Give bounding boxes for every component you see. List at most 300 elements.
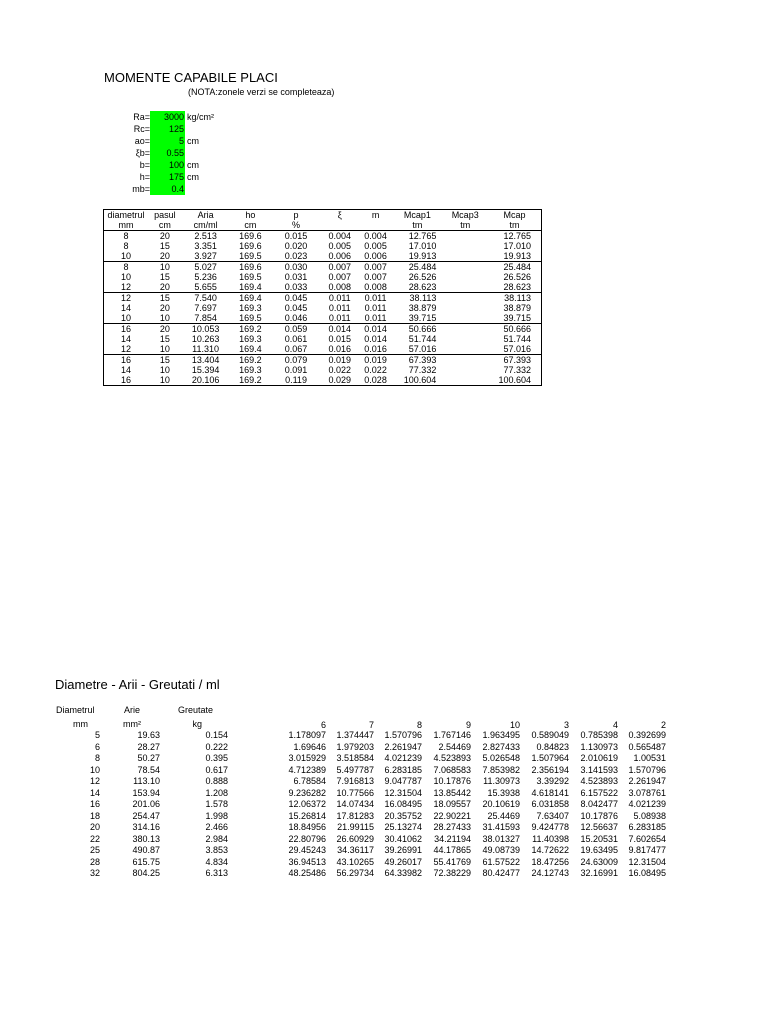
table-cell: 20.106: [191, 375, 220, 385]
table-header-row: [104, 210, 542, 221]
param-row: [100, 111, 214, 123]
table-cell: 0.565487: [628, 741, 666, 752]
column-header: Greutate: [178, 705, 214, 715]
table-cell: 18: [89, 810, 100, 821]
table-cell: 0.020: [284, 241, 308, 251]
table-cell: 2.54469: [438, 741, 471, 752]
table-cell: 10: [159, 313, 170, 323]
table-cell: 0.014: [321, 324, 359, 335]
column-header: 3: [563, 720, 569, 730]
param-value: 125: [150, 123, 185, 135]
table-cell: 34.21194: [434, 833, 471, 844]
table-cell: 1.578: [205, 799, 228, 809]
column-header: 10: [509, 720, 520, 730]
table-cell: 10: [159, 344, 170, 354]
param-value: 0.4: [150, 183, 185, 195]
table-cell: 7.602654: [628, 833, 666, 844]
table-cell: 0.014: [364, 334, 387, 344]
table-cell: 14: [120, 303, 131, 313]
table-cell: 26.526: [408, 272, 437, 282]
table-cell: 25.4469: [487, 810, 520, 821]
table-cell: 2.827433: [482, 741, 520, 752]
table-cell: 0.011: [328, 313, 351, 323]
table-cell: 0.028: [364, 375, 387, 385]
table-cell: 201.06: [132, 799, 160, 809]
table-cell: 22: [89, 833, 100, 844]
table-cell: 0.029: [328, 375, 351, 385]
table-cell: 0.007: [364, 272, 387, 282]
table-cell: 1.998: [205, 810, 228, 821]
table-cell: 12.56637: [580, 822, 618, 832]
table-cell: 0.045: [271, 293, 321, 304]
table-cell: 11.30973: [483, 776, 520, 786]
table-cell: 5.026548: [482, 753, 520, 763]
table-cell: 15: [148, 293, 182, 304]
table-cell: 10.17876: [433, 776, 471, 786]
table-cell: 20: [159, 231, 170, 241]
table-row: [104, 344, 542, 355]
table-cell: 100.604: [498, 375, 531, 385]
param-row: [100, 123, 214, 135]
table-cell: 169.2: [239, 375, 262, 385]
table-cell: 169.3: [239, 303, 262, 313]
table-cell: 15.26814: [288, 810, 326, 821]
table-cell: 19.63495: [580, 845, 618, 855]
table-cell: 6.283185: [384, 764, 422, 775]
param-row: [100, 135, 214, 147]
table-cell: 32: [89, 868, 100, 878]
table-cell: 4.834: [205, 856, 228, 867]
table-cell: 48.25486: [288, 868, 326, 878]
table-row: [104, 324, 542, 335]
table-cell: 0.045: [284, 303, 308, 313]
table-cell: 1.208: [205, 787, 228, 798]
table-cell: 8: [123, 241, 129, 251]
table-cell: 1.979203: [336, 741, 374, 752]
table-row: [104, 303, 542, 313]
table-cell: 0.007: [321, 262, 359, 273]
table-cell: 28.623: [408, 282, 437, 292]
table-cell: 32.16991: [580, 868, 618, 878]
table-cell: 20: [89, 822, 100, 832]
table-cell: 16.08495: [628, 868, 666, 878]
table-cell: [442, 375, 488, 386]
column-header: 6: [320, 720, 326, 730]
table-cell: 314.16: [132, 822, 160, 832]
table-cell: 0.008: [364, 282, 387, 292]
table-cell: 6.031858: [531, 799, 569, 809]
param-label: b=: [139, 160, 150, 170]
table-cell: 169.4: [229, 293, 271, 304]
table-cell: 24.12743: [531, 868, 569, 878]
table-cell: 3.078761: [628, 787, 666, 798]
table-row: [104, 313, 542, 324]
parameters-block: [100, 111, 214, 195]
table-cell: 0.030: [271, 262, 321, 273]
param-unit: kg/cm²: [187, 112, 214, 122]
table-cell: 25.13274: [384, 822, 422, 832]
column-unit: mm: [104, 220, 148, 231]
table-row: [104, 355, 542, 366]
table-cell: 0.059: [271, 324, 321, 335]
table-cell: 0.011: [328, 303, 351, 313]
table-cell: [442, 272, 488, 282]
param-row: [100, 159, 214, 171]
column-header: pasul: [154, 210, 176, 220]
table-cell: 2.513: [194, 231, 217, 241]
table-cell: 77.332: [408, 365, 437, 375]
param-unit: cm: [187, 172, 199, 182]
table-cell: 38.113: [392, 293, 442, 304]
table-cell: 0.022: [328, 365, 351, 375]
table-cell: 113.10: [133, 776, 160, 786]
table-cell: 4.618141: [531, 787, 569, 798]
table-cell: [442, 262, 488, 273]
table-cell: 10.77566: [336, 787, 374, 798]
column-unit: tm: [488, 220, 541, 231]
table-cell: 0.011: [364, 303, 387, 313]
table-cell: 4.712389: [288, 764, 326, 775]
table-cell: 14.72622: [531, 845, 569, 855]
table-cell: 7.63407: [536, 810, 569, 821]
table-cell: 19.913: [503, 251, 531, 261]
table-cell: 3.853: [205, 845, 228, 855]
column-unit: cm: [229, 220, 271, 231]
table-cell: 67.393: [488, 355, 541, 366]
table-cell: 169.3: [239, 334, 262, 344]
table-cell: 78.54: [137, 764, 160, 775]
table-cell: 0.031: [284, 272, 308, 282]
table-cell: 0.016: [364, 344, 387, 354]
table-cell: 10.263: [191, 334, 220, 344]
table-cell: 20: [159, 282, 170, 292]
table-cell: 5: [94, 730, 100, 740]
table-cell: [442, 231, 488, 242]
table-cell: 43.10265: [336, 856, 374, 867]
table-cell: 1.507964: [531, 753, 569, 763]
table-cell: 14.07434: [336, 799, 374, 809]
table-cell: 12: [104, 293, 148, 304]
table-row: [104, 375, 542, 386]
column-unit: %: [271, 220, 321, 231]
table-cell: 64.33982: [384, 868, 422, 878]
table-cell: 0.589049: [531, 730, 569, 740]
table-cell: 7.540: [182, 293, 230, 304]
table-cell: 5.027: [182, 262, 230, 273]
param-label: h=: [139, 172, 150, 182]
table-cell: 6.283185: [628, 822, 666, 832]
column-header: ξ: [337, 210, 342, 220]
table-cell: 19.63: [137, 730, 160, 740]
table-cell: 16: [89, 799, 100, 809]
table-cell: 1.767146: [433, 730, 471, 740]
table-cell: 50.666: [392, 324, 442, 335]
table-cell: 18.84956: [288, 822, 326, 832]
table-row: [104, 334, 542, 344]
table-cell: 0.016: [328, 344, 351, 354]
table-cell: 67.393: [392, 355, 442, 366]
column-header: diametrul: [107, 210, 145, 220]
table-cell: 10: [148, 262, 182, 273]
table-cell: 10: [159, 365, 170, 375]
table-cell: 0.011: [359, 293, 393, 304]
note-text: (NOTA:zonele verzi se completeaza): [188, 87, 335, 97]
column-unit: [359, 220, 393, 231]
table-cell: 380.13: [132, 833, 160, 844]
table-row: [104, 282, 542, 293]
table-cell: 490.87: [132, 845, 160, 855]
table-cell: 9.424778: [531, 822, 569, 832]
table-cell: 72.38229: [433, 868, 471, 878]
table-cell: 44.17865: [433, 845, 471, 855]
table-cell: [442, 313, 488, 324]
table-cell: 15.3938: [487, 787, 520, 798]
table-cell: [442, 251, 488, 262]
column-unit: cm: [148, 220, 182, 231]
column-header: Aria: [197, 210, 214, 220]
table-cell: 20: [159, 251, 170, 261]
table-cell: 20.10619: [482, 799, 520, 809]
table-cell: 31.41593: [482, 822, 520, 832]
table-cell: 254.47: [132, 810, 160, 821]
table-cell: 169.6: [239, 231, 262, 241]
table-cell: 169.5: [239, 313, 262, 323]
table-cell: 0.011: [321, 293, 359, 304]
table-cell: 12: [120, 282, 131, 292]
table-cell: 38.879: [503, 303, 531, 313]
table-cell: 0.014: [359, 324, 393, 335]
table-cell: 25.484: [392, 262, 442, 273]
table-cell: 7.916813: [336, 776, 374, 786]
table-cell: 1.570796: [628, 764, 666, 775]
table-cell: 7.697: [194, 303, 217, 313]
column-header: 2: [660, 720, 666, 730]
table-cell: 15: [159, 241, 170, 251]
table-cell: 18.09557: [433, 799, 471, 809]
table-cell: 38.879: [408, 303, 437, 313]
table-cell: 10: [89, 764, 100, 775]
table-cell: 804.25: [132, 868, 160, 878]
param-label: ao=: [134, 136, 150, 146]
table-cell: 12: [120, 344, 131, 354]
param-label: Rc=: [133, 124, 150, 134]
param-row: [100, 183, 214, 195]
table-row: [104, 365, 542, 375]
table-cell: 15: [148, 355, 182, 366]
table-cell: 25.484: [488, 262, 541, 273]
table-cell: 2.261947: [384, 741, 422, 752]
table-cell: 61.57522: [482, 856, 520, 867]
table-row: [104, 272, 542, 282]
table-cell: 57.016: [408, 344, 437, 354]
table-cell: [442, 303, 488, 313]
param-value: 100: [150, 159, 185, 171]
table-cell: 18.47256: [531, 856, 569, 867]
table-cell: 16: [104, 324, 148, 335]
table-cell: 13.404: [182, 355, 230, 366]
table-cell: 0.006: [364, 251, 387, 261]
table-cell: 3.015929: [288, 753, 326, 763]
table-cell: 49.26017: [384, 856, 422, 867]
param-value: 175: [150, 171, 185, 183]
table-cell: 50.27: [137, 753, 160, 763]
param-label: ξb=: [135, 148, 150, 158]
table-cell: [442, 365, 488, 375]
table-cell: 12.765: [408, 231, 437, 241]
table-cell: 38.01327: [482, 833, 520, 844]
table-cell: 38.113: [488, 293, 541, 304]
param-value: 3000: [150, 111, 185, 123]
table-cell: 0.007: [328, 272, 351, 282]
table-cell: 77.332: [503, 365, 531, 375]
table-cell: 10.17876: [580, 810, 618, 821]
table-cell: 169.5: [239, 251, 262, 261]
table-cell: 15: [159, 272, 170, 282]
table-cell: 16: [104, 355, 148, 366]
table-cell: 26.526: [503, 272, 531, 282]
param-unit: cm: [187, 136, 199, 146]
table-row: [104, 241, 542, 251]
table-cell: 0.154: [205, 730, 228, 740]
column-header: mm²: [123, 719, 141, 729]
table-cell: 169.6: [239, 241, 262, 251]
table-cell: 0.061: [284, 334, 308, 344]
table-cell: 1.130973: [580, 741, 618, 752]
table-cell: [442, 282, 488, 293]
moments-table: [103, 209, 542, 386]
table-cell: 13.85442: [433, 787, 471, 798]
table-cell: 0.617: [205, 764, 228, 775]
table-cell: 2.466: [205, 822, 228, 832]
table-cell: 6.157522: [580, 787, 618, 798]
table-cell: 0.84823: [536, 741, 569, 752]
table-cell: 4.523893: [433, 753, 471, 763]
table-header-units-row: [104, 220, 542, 231]
table-cell: 14: [120, 365, 131, 375]
table-cell: 0.046: [284, 313, 308, 323]
table-cell: 30.41062: [384, 833, 422, 844]
table-cell: 0.006: [328, 251, 351, 261]
column-header: 7: [368, 720, 374, 730]
table-cell: [442, 293, 488, 304]
table-cell: 0.015: [328, 334, 351, 344]
param-label: Ra=: [133, 112, 150, 122]
table-cell: 1.570796: [384, 730, 422, 740]
table-cell: 57.016: [503, 344, 531, 354]
table-cell: 1.178097: [288, 730, 326, 740]
table-cell: 169.4: [239, 344, 262, 354]
table-cell: 3.141593: [580, 764, 618, 775]
table-cell: 0.004: [364, 231, 387, 241]
column-unit: [321, 220, 359, 231]
table-cell: [442, 241, 488, 251]
table-cell: 0.785398: [580, 730, 618, 740]
table-cell: 15: [159, 334, 170, 344]
table-cell: 5.08938: [633, 810, 666, 821]
column-unit: tm: [392, 220, 442, 231]
column-unit: tm: [442, 220, 488, 231]
table-cell: 6.313: [205, 868, 228, 878]
table-cell: 1.00531: [633, 753, 666, 763]
table-cell: 15.20531: [580, 833, 618, 844]
table-cell: 2.010619: [580, 753, 618, 763]
column-unit: cm/ml: [182, 220, 230, 231]
table-cell: 7.068583: [433, 764, 471, 775]
table-cell: 3.518584: [336, 753, 374, 763]
table-cell: 22.90221: [433, 810, 471, 821]
table-cell: 615.75: [132, 856, 160, 867]
table-cell: 15.394: [191, 365, 220, 375]
table-cell: 0.004: [328, 231, 351, 241]
table-cell: 12: [89, 776, 100, 786]
column-header: Arie: [124, 705, 141, 715]
page-title: MOMENTE CAPABILE PLACI: [104, 70, 278, 85]
table-cell: 12.31504: [628, 856, 666, 867]
table-cell: 0.079: [271, 355, 321, 366]
column-header: Mcap3: [451, 210, 479, 220]
column-header: 8: [416, 720, 422, 730]
table-cell: 17.81283: [336, 810, 374, 821]
table-cell: 0.888: [205, 776, 228, 786]
table-cell: 7.853982: [482, 764, 520, 775]
table-cell: 0.222: [205, 741, 228, 752]
table-cell: 7.854: [194, 313, 217, 323]
table-cell: 6: [94, 741, 100, 752]
table-cell: 169.2: [229, 355, 271, 366]
table-cell: 4.523893: [580, 776, 618, 786]
table-cell: 14: [120, 334, 131, 344]
table-cell: 11.40398: [532, 833, 569, 844]
table-cell: [442, 324, 488, 335]
table-cell: 0.007: [359, 262, 393, 273]
table-cell: 5.497787: [336, 764, 374, 775]
table-cell: 16.08495: [384, 799, 422, 809]
column-header: mm: [73, 719, 88, 729]
column-header: Mcap1: [403, 210, 431, 220]
table-cell: 20: [159, 303, 170, 313]
table-cell: 20.35752: [384, 810, 422, 821]
table-cell: 4.021239: [628, 799, 666, 809]
table-cell: 0.091: [284, 365, 308, 375]
table-cell: 11.310: [192, 344, 220, 354]
table-cell: 19.913: [408, 251, 437, 261]
table-cell: 10: [120, 313, 131, 323]
column-header: m: [371, 210, 380, 220]
table-cell: 50.666: [488, 324, 541, 335]
table-cell: 5.236: [194, 272, 217, 282]
table-cell: 1.963495: [482, 730, 520, 740]
param-row: [100, 171, 214, 183]
table-cell: 14: [89, 787, 100, 798]
table-cell: 28: [89, 856, 100, 867]
table-cell: 0.119: [285, 375, 307, 385]
table-cell: 8: [94, 753, 100, 763]
table-cell: 17.010: [408, 241, 437, 251]
table-cell: 1.374447: [336, 730, 374, 740]
table-cell: 10: [120, 272, 131, 282]
table-cell: 169.2: [229, 324, 271, 335]
table-cell: 8.042477: [580, 799, 618, 809]
table-cell: 21.99115: [337, 822, 374, 832]
table-cell: 9.817477: [628, 845, 666, 855]
param-value: 0.55: [150, 147, 185, 159]
table-cell: [442, 355, 488, 366]
table-cell: 3.351: [194, 241, 217, 251]
param-row: [100, 147, 214, 159]
table-cell: 9.047787: [384, 776, 422, 786]
column-header: Mcap: [503, 210, 526, 220]
table-cell: 17.010: [503, 241, 531, 251]
